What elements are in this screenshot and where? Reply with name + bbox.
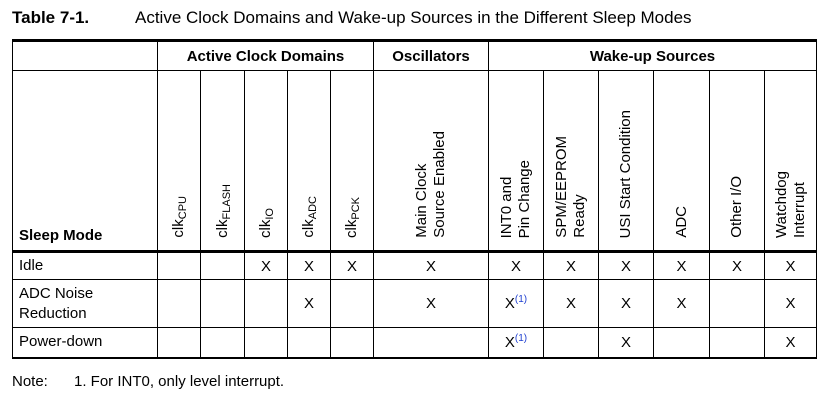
cell-adc: X: [654, 252, 710, 280]
cell-clk-pck: [331, 280, 374, 328]
header-clk-cpu: clk$_{CPU}$: [158, 71, 201, 252]
group-oscillators: Oscillators: [374, 41, 489, 71]
table-row: [13, 280, 817, 328]
table-number: Table 7-1.: [12, 8, 90, 27]
cell-clk-flash: [201, 280, 245, 328]
cell-spm-eeprom: X: [544, 252, 599, 280]
cell-watchdog: X: [765, 280, 817, 328]
header-watchdog-interrupt: Watchdog Interrupt: [765, 71, 817, 252]
cell-clk-io: [245, 280, 288, 328]
footnote-ref: (1): [514, 332, 528, 344]
cell-clk-io: [245, 328, 288, 358]
cell-usi: X: [599, 280, 654, 328]
header-int0-pin-change: INT0 and Pin Change: [489, 71, 544, 252]
header-clk-adc: clk$_{ADC}$: [288, 71, 331, 252]
cell-clk-cpu: [158, 280, 201, 328]
cell-watchdog: X: [765, 252, 817, 280]
sleep-modes-table: [12, 39, 817, 359]
row-mode-label: Idle: [13, 252, 158, 280]
cell-clk-pck: X: [331, 252, 374, 280]
header-other-io: Other I/O: [710, 71, 765, 252]
cell-clk-flash: [201, 328, 245, 358]
table-caption: [12, 8, 692, 28]
header-clk-io: clk$_{IO}$: [245, 71, 288, 252]
cell-spm-eeprom: X: [544, 280, 599, 328]
cell-clk-pck: [331, 328, 374, 358]
cell-clk-adc: X: [288, 252, 331, 280]
row-mode-label: Power-down: [13, 328, 158, 358]
cell-main-clock: X: [374, 252, 489, 280]
note-label: Note:: [12, 373, 48, 390]
header-clk-pck: clk$_{PCK}$: [331, 71, 374, 252]
cell-adc: X: [654, 280, 710, 328]
row-mode-label: ADC Noise Reduction: [13, 280, 158, 328]
cell-main-clock: X: [374, 280, 489, 328]
table-row: [13, 252, 817, 280]
header-spm-eeprom-ready: SPM/EEPROM Ready: [544, 71, 599, 252]
cell-clk-adc: [288, 328, 331, 358]
group-wakeup-sources: Wake-up Sources: [489, 41, 817, 71]
group-header-row: [13, 41, 817, 71]
table-title: Active Clock Domains and Wake-up Sources in the Different Sleep Modes: [135, 8, 692, 27]
cell-int0: $X^{(1)}$: [489, 280, 544, 328]
column-header-row: [13, 71, 817, 252]
cell-clk-flash: [201, 252, 245, 280]
header-sleep-mode: Sleep Mode: [13, 71, 158, 252]
cell-clk-cpu: [158, 252, 201, 280]
group-active-clock-domains: Active Clock Domains: [158, 41, 374, 71]
header-clk-flash: clk$_{FLASH}$: [201, 71, 245, 252]
empty-corner-cell: [13, 41, 158, 71]
header-usi-start: USI Start Condition: [599, 71, 654, 252]
header-main-clock-source: Main Clock Source Enabled: [374, 71, 489, 252]
cell-usi: X: [599, 328, 654, 358]
cell-clk-adc: X: [288, 280, 331, 328]
cell-clk-cpu: [158, 328, 201, 358]
table-note: [12, 373, 284, 390]
cell-usi: X: [599, 252, 654, 280]
note-text: 1. For INT0, only level interrupt.: [74, 373, 285, 390]
cell-other-io: [710, 328, 765, 358]
cell-main-clock: [374, 328, 489, 358]
table-row: [13, 328, 817, 358]
cell-int0: X: [489, 252, 544, 280]
cell-watchdog: X: [765, 328, 817, 358]
cell-other-io: X: [710, 252, 765, 280]
cell-spm-eeprom: [544, 328, 599, 358]
footnote-ref: (1): [514, 294, 528, 305]
cell-clk-io: X: [245, 252, 288, 280]
cell-other-io: [710, 280, 765, 328]
cell-adc: [654, 328, 710, 358]
header-adc: ADC: [654, 71, 710, 252]
cell-int0: $X^{(1)}$: [489, 328, 544, 358]
